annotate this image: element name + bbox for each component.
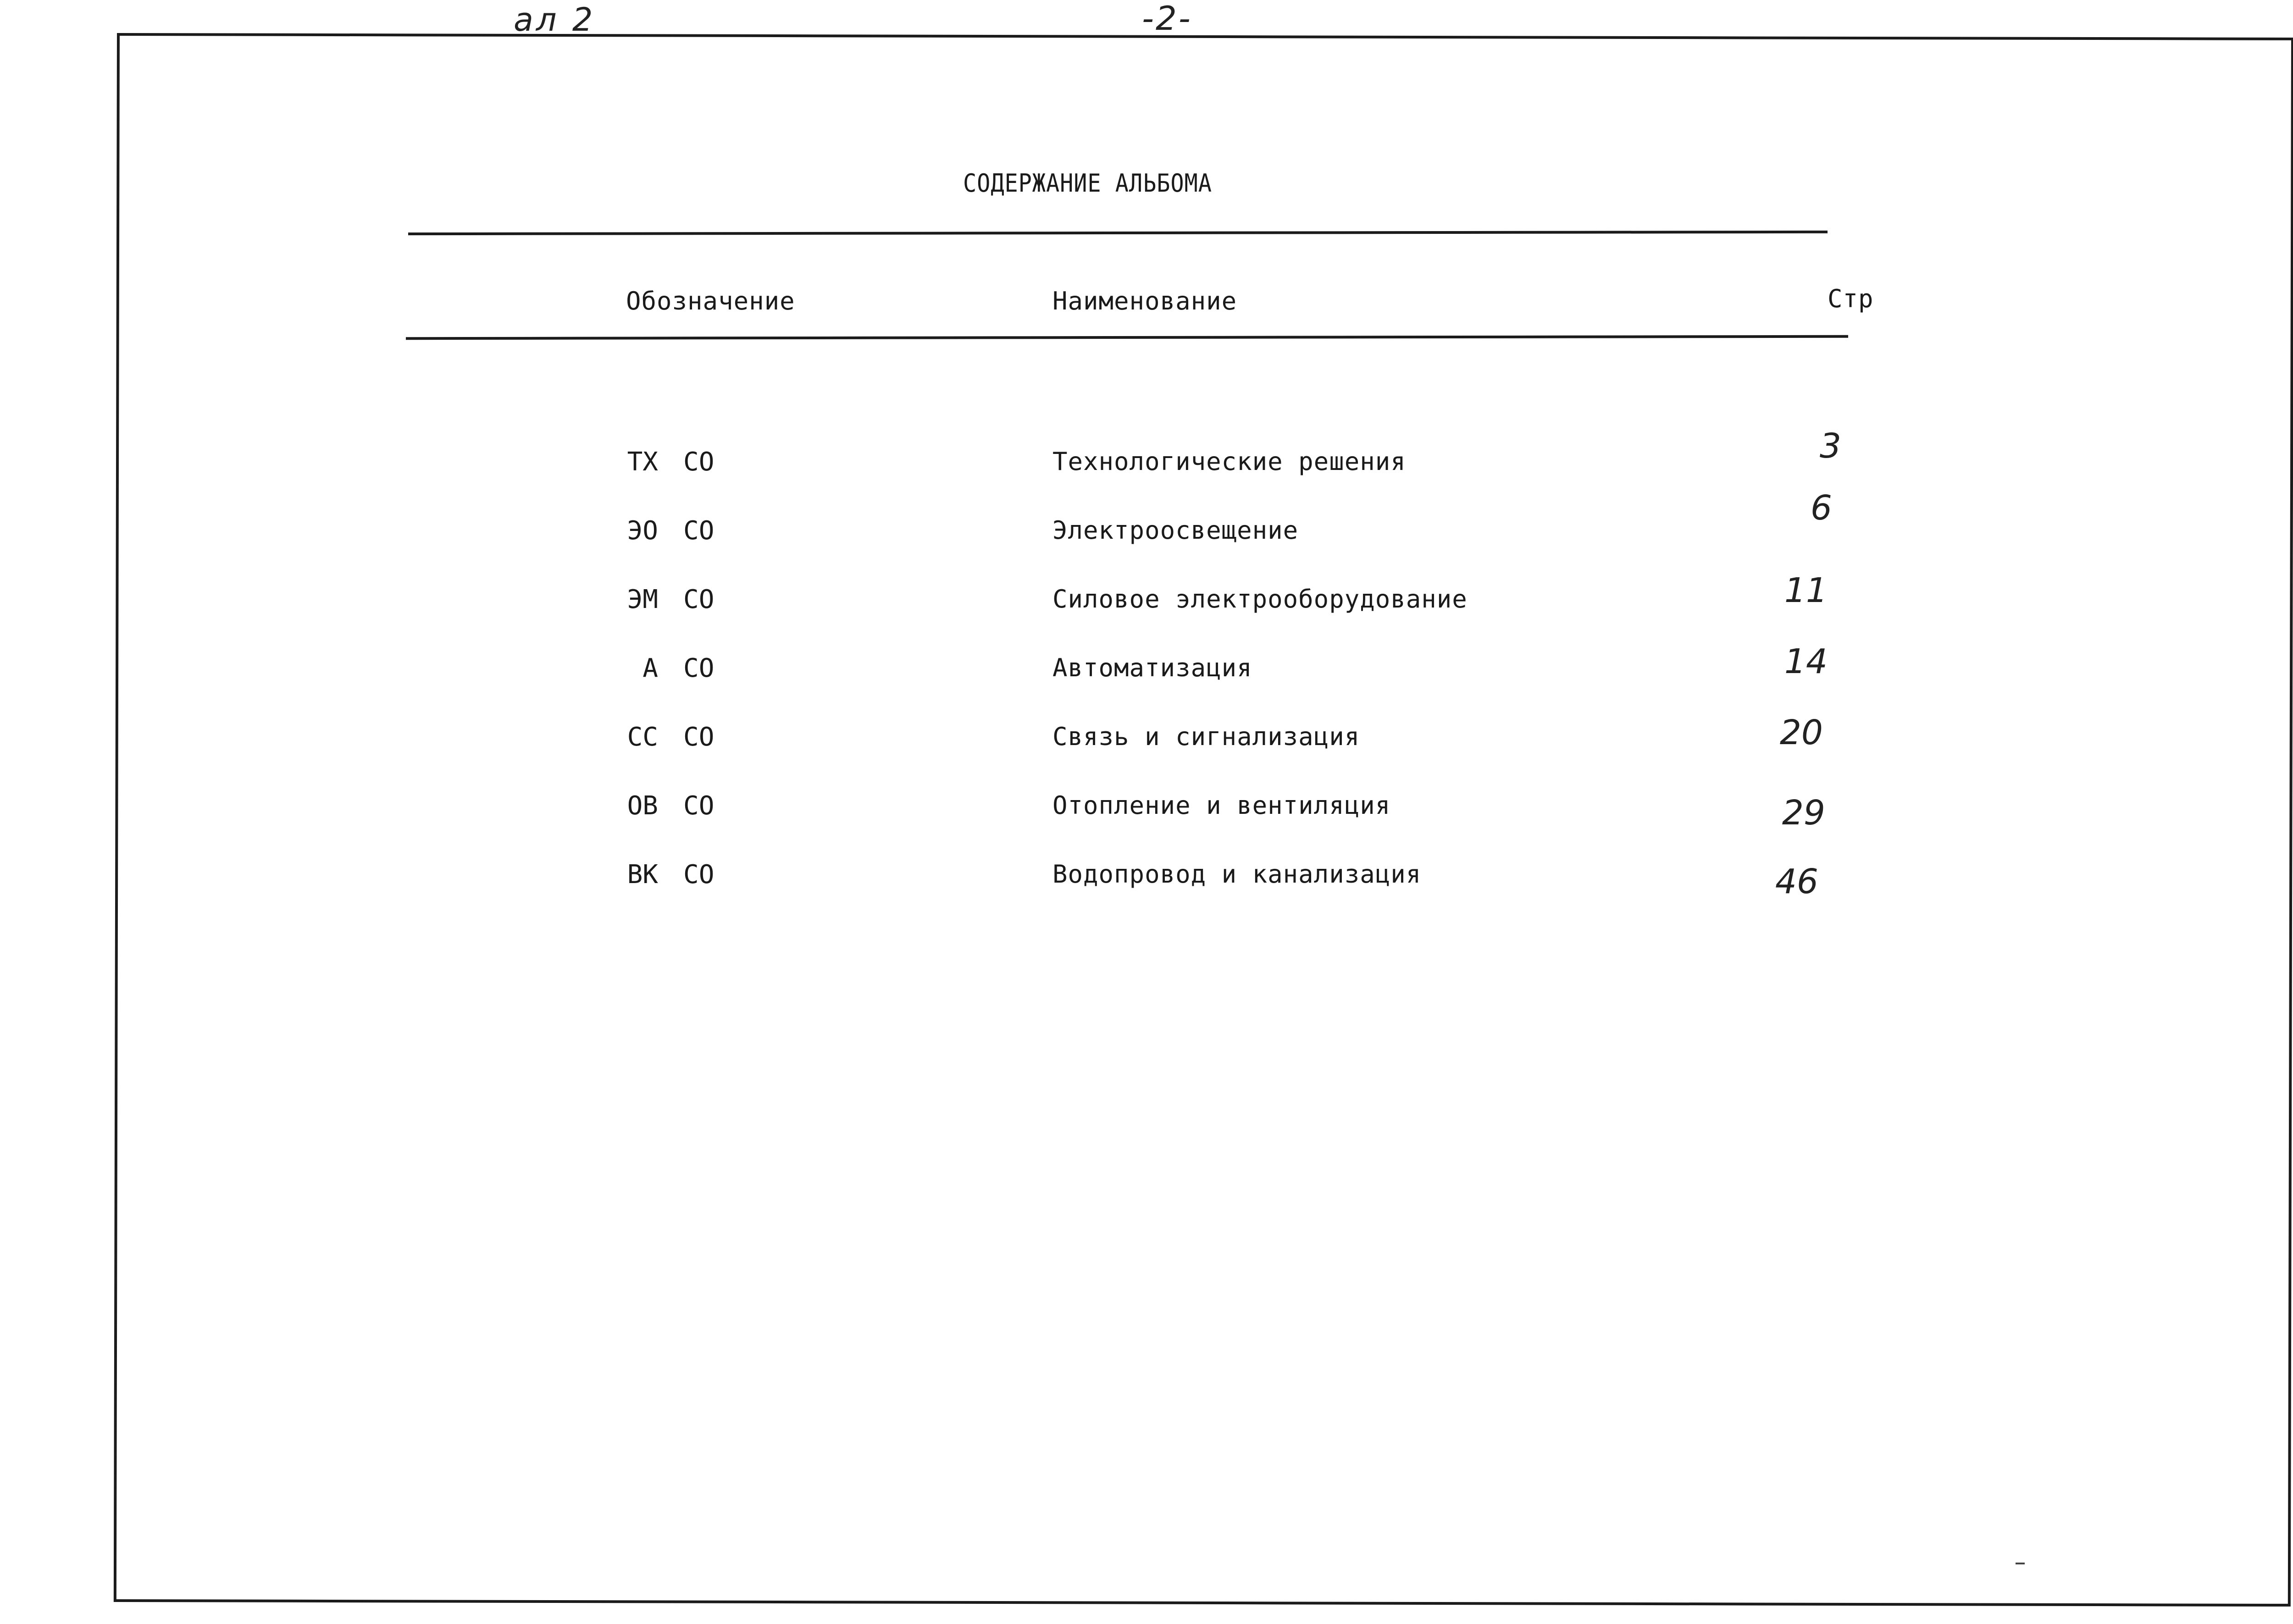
row-doc-code: СО [683,447,714,477]
row-page: 11 [1784,571,1828,610]
row-name: Отопление и вентиляция [1052,791,1391,820]
row-doc-code: СО [683,585,714,614]
row-name: Технологические решения [1052,447,1406,476]
row-page: 29 [1782,793,1825,833]
row-section-code: А [642,653,658,683]
table-row [0,571,2293,630]
scan-mark [2016,1563,2025,1564]
page-title: СОДЕРЖАНИЕ АЛЬБОМА [963,169,1212,198]
table-row [0,426,2293,493]
header-designation: Обозначение [626,287,795,315]
header-name: Наименование [1052,287,1237,315]
row-page: 6 [1810,488,1832,528]
row-section-code: ТХ [627,447,658,477]
table-row [0,791,2293,837]
row-section-code: СС [627,722,658,752]
row-name: Электроосвещение [1052,516,1299,545]
table-row [0,860,2293,906]
row-doc-code: СО [683,516,714,546]
row-page: 14 [1784,642,1828,681]
row-page: 3 [1819,426,1841,466]
row-page: 46 [1775,862,1818,901]
table-row [0,488,2293,562]
table-row [0,642,2293,699]
row-doc-code: СО [683,860,714,889]
header-page: Стр [1828,284,1874,313]
table-row [0,713,2293,768]
row-doc-code: СО [683,791,714,821]
row-section-code: ЭМ [627,585,658,614]
row-doc-code: СО [683,653,714,683]
page-number: -2- [1142,0,1192,38]
row-section-code: ЭО [627,516,658,546]
row-name: Водопровод и канализация [1052,860,1422,889]
row-name: Силовое электрооборудование [1052,585,1468,613]
row-name: Автоматизация [1052,653,1252,682]
row-section-code: ВК [627,860,658,889]
row-name: Связь и сигнализация [1052,722,1360,751]
row-page: 20 [1779,713,1823,752]
row-section-code: ОВ [627,791,658,821]
handwritten-album-note: ал 2 [514,1,596,39]
row-doc-code: СО [683,722,714,752]
